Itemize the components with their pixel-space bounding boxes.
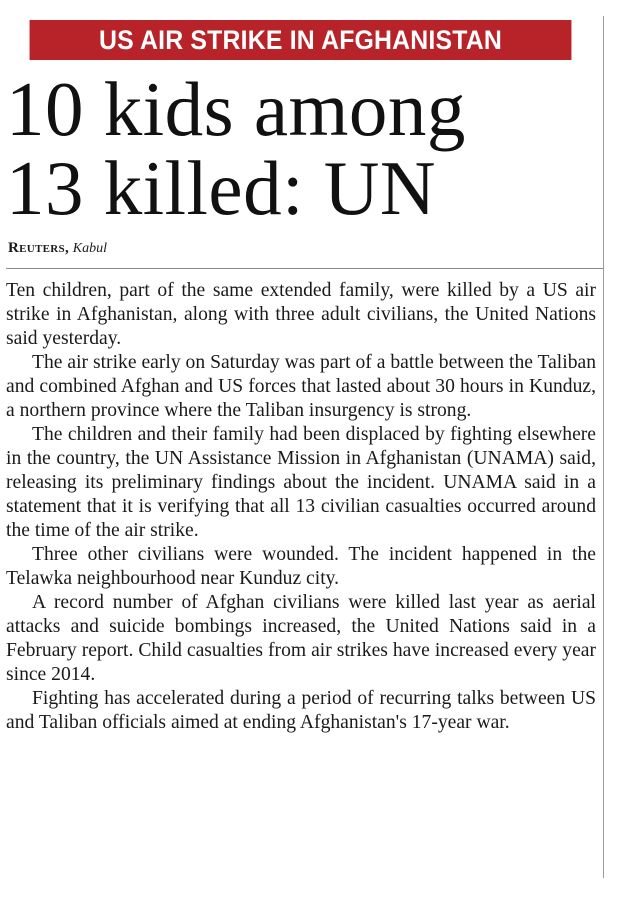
byline [8, 238, 107, 259]
paragraph: The air strike early on Saturday was part of a battle between the Taliban and combined Afghan and US forces that lasted about 30 hours in Kunduz, a northern province where the Taliban insurgency is strong. [6, 352, 596, 421]
paragraph: A record number of Afghan civilians were killed last year as aerial attacks and suicide bombings increased, the United Nations said in a February report. Child casualties from air strikes have increased every year since 2014. [6, 592, 596, 685]
headline [6, 66, 601, 231]
section-banner: US AIR STRIKE IN AFGHANISTAN [30, 20, 572, 60]
paragraph: Fighting has accelerated during a period of recurring talks between US and Taliban officials aimed at ending Afghanistan's 17-year war. [6, 688, 596, 733]
byline-divider [6, 268, 603, 269]
paragraph: The children and their family had been displaced by fighting elsewhere in the country, the UN Assistance Mission in Afghanistan (UNAMA) said, releasing its preliminary findings about the incident. UNAMA said in a statement that it is verifying that all 13 civilian casualties occurred around the time of the air strike. [6, 424, 596, 541]
headline-line-1: 10 kids among [6, 66, 466, 152]
byline-agency: Reuters, [8, 240, 69, 256]
headline-line-2: 13 killed: UN [6, 145, 436, 231]
byline-city: Kabul [72, 241, 107, 256]
paragraph: Three other civilians were wounded. The incident happened in the Telawka neighbourhood near Kunduz city. [6, 544, 596, 589]
article-body [6, 279, 596, 735]
column-rule [603, 16, 604, 878]
paragraph: Ten children, part of the same extended family, were killed by a US air strike in Afghanistan, along with three adult civilians, the United Nations said yesterday. [6, 280, 596, 349]
